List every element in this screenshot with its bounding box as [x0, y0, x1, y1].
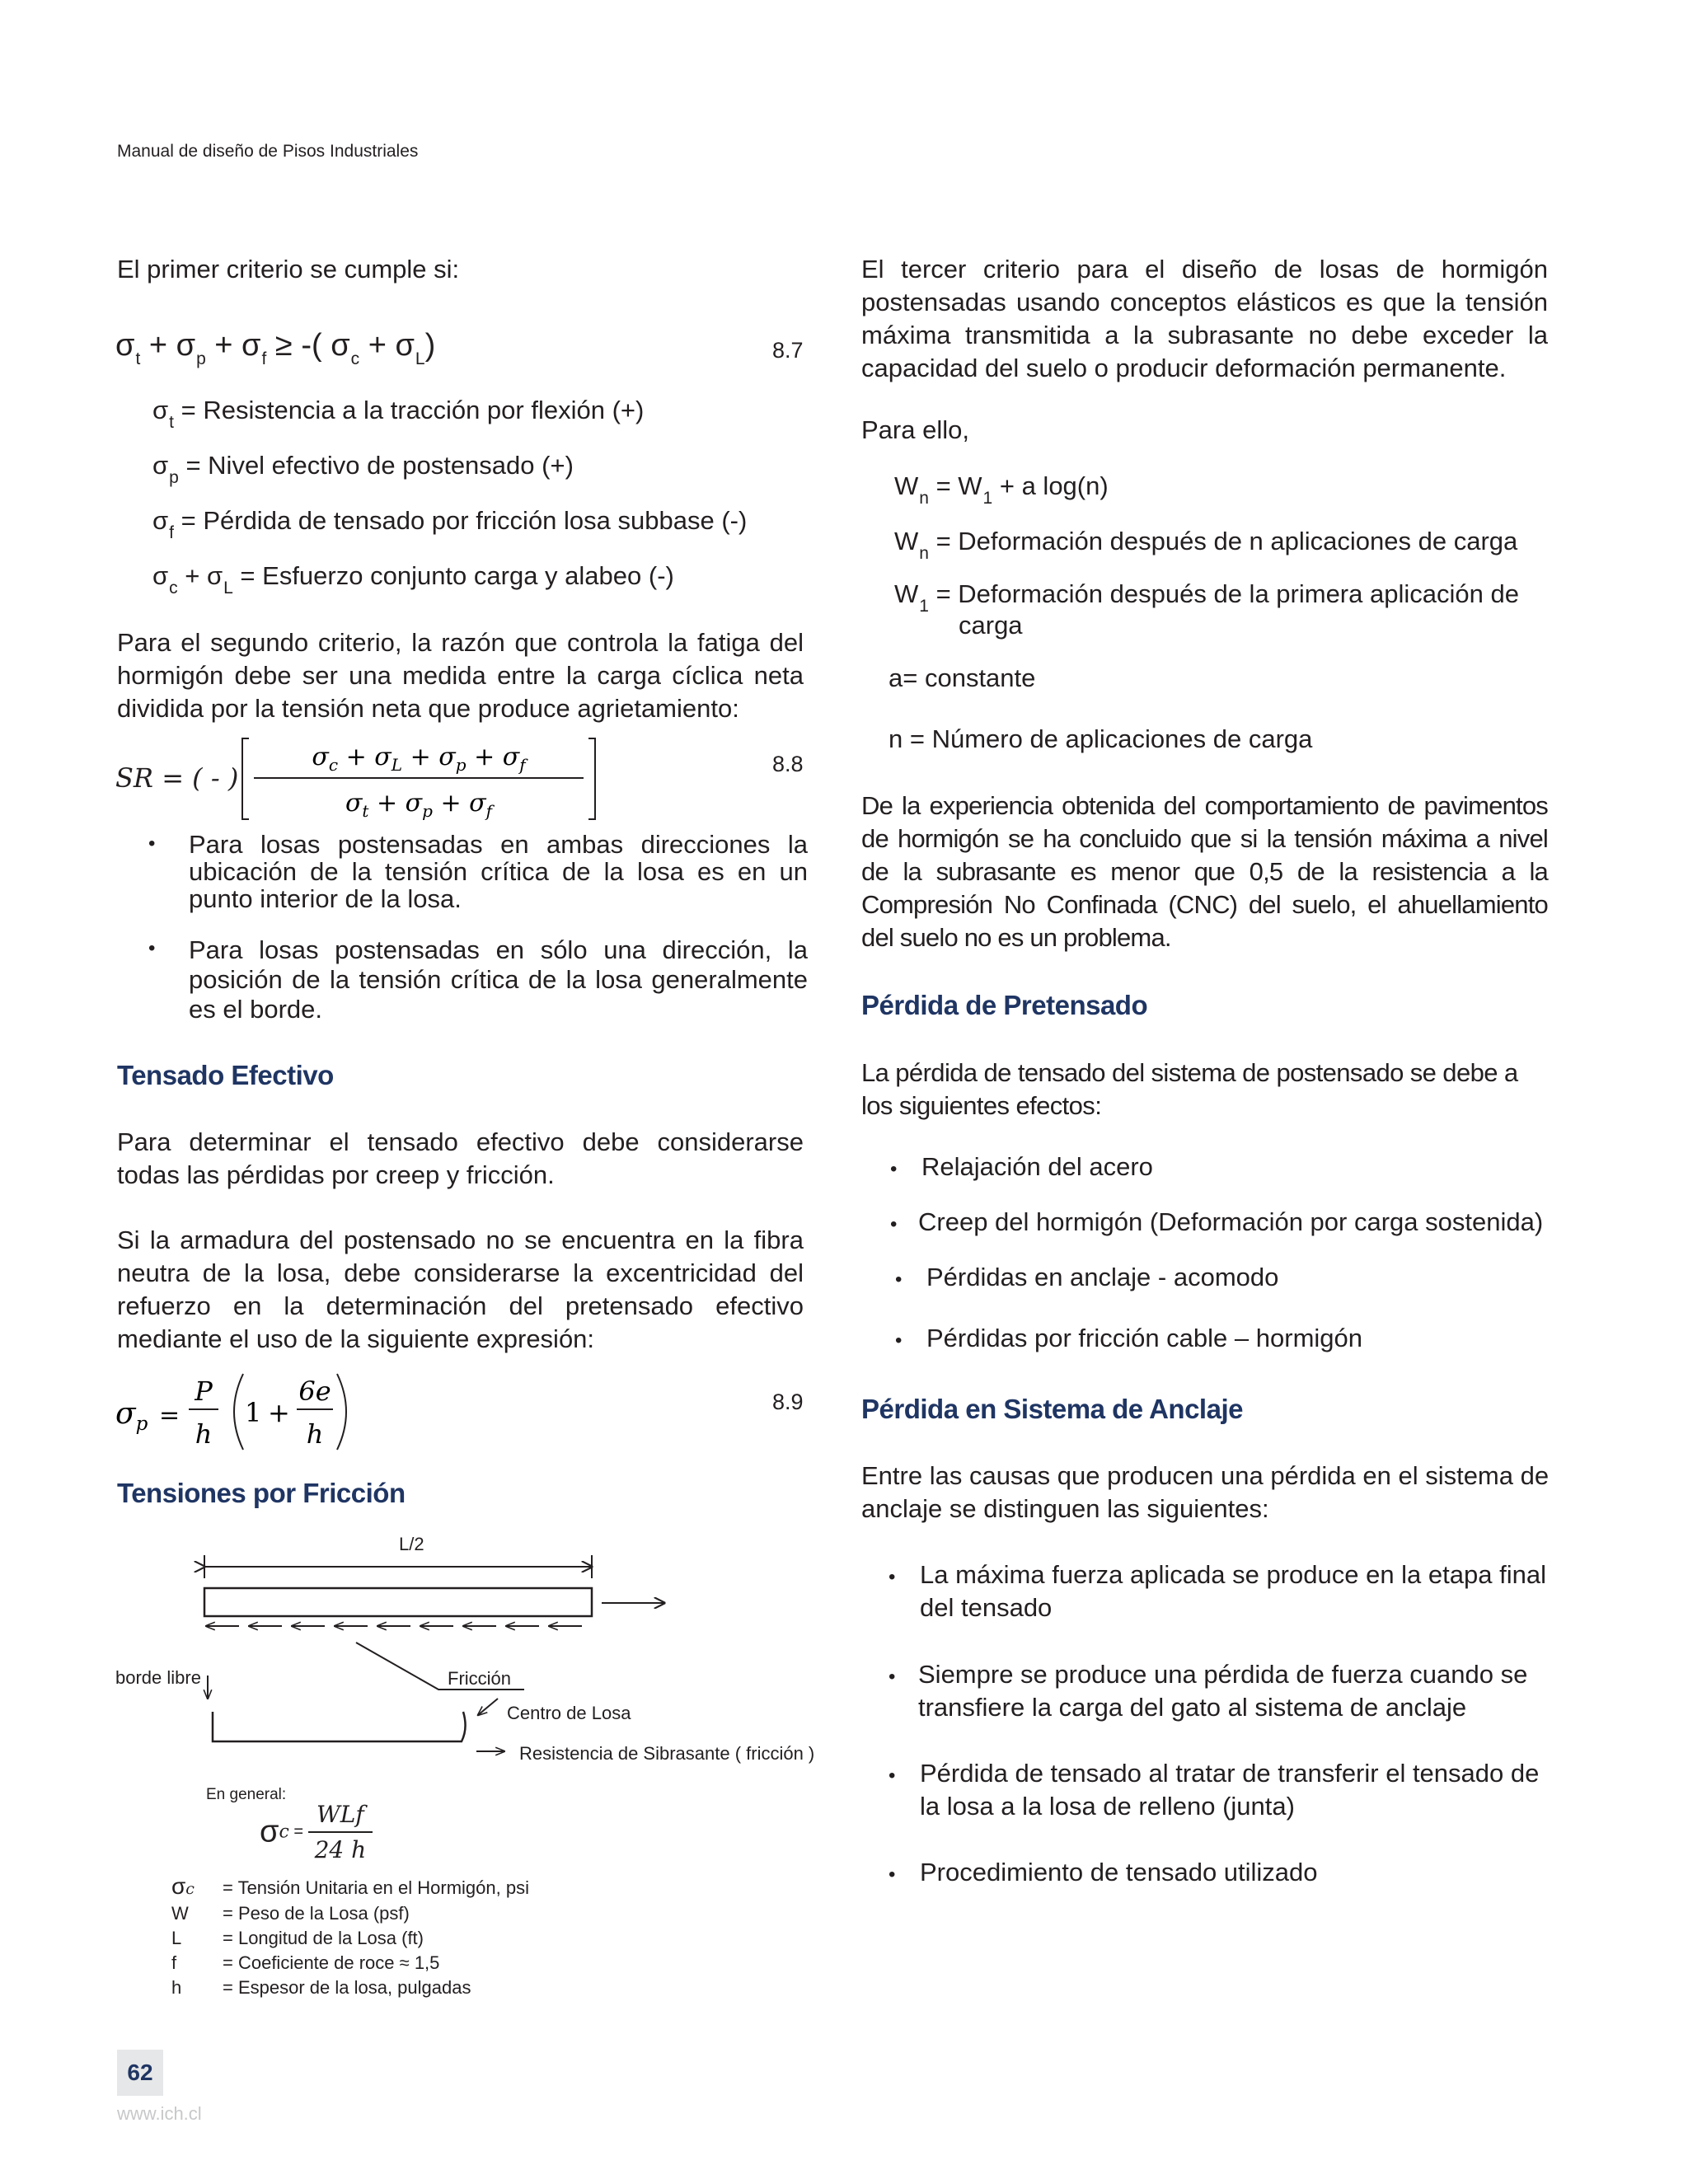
section-heading-perdida-anclaje: Pérdida en Sistema de Anclaje: [861, 1394, 1243, 1424]
label-en-general: En general:: [206, 1786, 287, 1803]
list-item: • Procedimiento de tensado utilizado: [889, 1856, 1548, 1905]
svg-text:+: +: [268, 1397, 290, 1428]
sr-fraction: [239, 733, 610, 824]
paragraph-tensado: Para determinar el tensado efectivo debe considerarse todas las pérdidas por creep y fricción.: [117, 1127, 804, 1189]
section-heading-tensiones-friccion: Tensiones por Fricción: [117, 1478, 406, 1508]
definition-text: carga: [959, 611, 1023, 640]
equation-number: 8.8: [772, 752, 804, 776]
legend-text: = Espesor de la losa, pulgadas: [223, 1977, 471, 1998]
label-friccion: Fricción: [448, 1668, 512, 1689]
svg-text:σt + σp + σf: $\sigma_t + \sigma_p + \sigma_f$: [345, 789, 493, 821]
list-item: • La máxima fuerza aplicada se produce en la etapa final del tensado: [889, 1558, 1548, 1658]
list-item-text: La máxima fuerza aplicada se produce en la etapa final del tensado: [920, 1560, 1546, 1622]
legend-text: = Coeficiente de roce ≈ 1,5: [223, 1952, 440, 1973]
section-heading-perdida-pretensado: Pérdida de Pretensado: [861, 990, 1148, 1020]
list-item: • Para losas postensadas en ambas direcciones la ubicación de la tensión crítica de la losa es en un punto interior de la losa.: [148, 830, 808, 913]
svg-text:P: P: [195, 1376, 213, 1407]
list-item: • Siempre se produce una pérdida de fuerza cuando se transfiere la carga del gato al sistema de anclaje: [889, 1658, 1548, 1757]
svg-text:=: =: [159, 1401, 181, 1430]
section-heading-tensado-efectivo: Tensado Efectivo: [117, 1060, 334, 1090]
footer-url: www.ich.cl: [117, 2103, 202, 2124]
list-item-text: Pérdidas en anclaje - acomodo: [926, 1263, 1279, 1291]
legend-symbol: f: [171, 1952, 177, 1973]
paragraph-perdida: La pérdida de tensado del sistema de postensado se debe a los siguientes efectos:: [861, 1058, 1518, 1120]
list-item-text: Creep del hormigón (Deformación por carga sostenida): [918, 1207, 1544, 1236]
label-borde-libre: borde libre: [115, 1667, 201, 1688]
list-item: • Relajación del acero: [890, 1151, 1566, 1206]
svg-text:σc + σL + σp + σf: $\sigma_c + \sigma_L + \sigma_p + \sigma_f$: [312, 743, 526, 775]
definition-text: = Deformación después de la primera aplicación de: [935, 579, 1519, 608]
equation-number: 8.9: [772, 1390, 804, 1414]
legend-row: σc = Tensión Unitaria en el Hormigón, psi: [171, 1873, 529, 1899]
list-item-text: Relajación del acero: [921, 1152, 1153, 1181]
legend-text: = Peso de la Losa (psf): [223, 1903, 410, 1924]
paragraph-experiencia: De la experiencia obtenida del comportamiento de pavimentos de hormigón se ha concluido que si la tensión máxima a nivel de la subrasante es menor que 0,5 de la resistencia a la Compresión No Confinada (CNC) del suelo, el ahuellamiento del suelo no es un problema.: [861, 791, 1548, 952]
list-item-text: Para losas postensadas en sólo una dirección, la posición de la tensión crítica de la losa generalmente es el borde.: [189, 935, 808, 1024]
friction-diagram: [107, 1529, 832, 1760]
svg-text:h: h: [306, 1418, 324, 1450]
legend-symbol: W: [171, 1903, 189, 1924]
paragraph-third-criterion: El tercer criterio para el diseño de losas de hormigón postensadas usando conceptos elásticos es que la tensión máxima transmitida a la subrasante no debe exceder la capacidad del suelo o producir deformación permanente.: [861, 255, 1548, 382]
label-centro-losa: Centro de Losa: [507, 1703, 631, 1723]
paragraph-armadura: Si la armadura del postensado no se encuentra en la fibra neutra de la losa, debe considerarse la excentricidad del refuerzo en la determinación del pretensado efectivo mediante el uso de la siguiente expresión:: [117, 1226, 804, 1353]
para-ello: Para ello,: [861, 415, 969, 444]
legend-row: [171, 1975, 529, 2000]
definition-text: = Nivel efectivo de postensado (+): [185, 451, 574, 480]
running-header: Manual de diseño de Pisos Industriales: [117, 142, 419, 161]
a-definition: a= constante: [889, 663, 1036, 692]
svg-text:h: h: [195, 1418, 213, 1450]
friction-formula: σc = $\frac{\text{WLf}}{24 h}$: [260, 1801, 373, 1863]
label-l2: L/2: [399, 1534, 424, 1554]
list-item-text: Pérdidas por fricción cable – hormigón: [926, 1324, 1362, 1352]
definition-text: = Resistencia a la tracción por flexión (+): [181, 396, 645, 424]
equation-number: 8.7: [772, 338, 804, 363]
list-item: • Pérdidas en anclaje - acomodo: [890, 1261, 1566, 1322]
paragraph-second-criterion: Para el segundo criterio, la razón que controla la fatiga del hormigón debe ser una medida entre la carga cíclica neta dividida por la tensión neta que produce agrietamiento:: [117, 628, 804, 723]
legend-row: [171, 1951, 529, 1975]
legend-symbol: L: [171, 1928, 182, 1948]
legend-text: = Tensión Unitaria en el Hormigón, psi: [223, 1877, 529, 1898]
sign-term: ( - ): [192, 762, 239, 794]
definition-row: $\sigma_f$ = Pérdida de tensado por fricción losa subbase (-): [152, 506, 748, 542]
bullet-list-efectos: [890, 1151, 1566, 1377]
equation-8-7: $\sigma_t + \sigma_p + \sigma_f$ ≥ -( $\sigma_c + \sigma_L$): [115, 328, 436, 368]
list-item-text: Pérdida de tensado al tratar de transferir el tensado de la losa a la losa de relleno (junta): [920, 1759, 1540, 1821]
formula-denominator: 24 h: [314, 1836, 367, 1863]
legend-symbol: σ: [171, 1873, 186, 1899]
bullet-list: [148, 831, 808, 1024]
svg-text:σp: $\sigma_p$: [115, 1397, 148, 1435]
definition-row: $\sigma_p$ = Nivel efectivo de postensado (+): [152, 451, 574, 487]
n-definition: n = Número de aplicaciones de carga: [889, 724, 1313, 753]
label-resistencia: Resistencia de Sibrasante ( fricción ): [519, 1743, 815, 1764]
wn-definition: $W_n$ = Deformación después de n aplicaciones de carga: [894, 527, 1518, 563]
list-item: • Pérdida de tensado al tratar de transferir el tensado de la losa a la losa de relleno (junta): [889, 1757, 1548, 1856]
definition-text: = Esfuerzo conjunto carga y alabeo (-): [240, 561, 674, 590]
list-item: • Creep del hormigón (Deformación por carga sostenida): [890, 1206, 1566, 1261]
list-item-text: Procedimiento de tensado utilizado: [920, 1858, 1318, 1886]
list-item-text: Siempre se produce una pérdida de fuerza cuando se transfiere la carga del gato al sistema de anclaje: [918, 1660, 1528, 1722]
formula-numerator: WLf: [308, 1801, 373, 1833]
legend-row: [171, 1926, 529, 1951]
definition-row: $\sigma_c + \sigma_L$ = Esfuerzo conjunto carga y alabeo (-): [152, 561, 674, 598]
list-item-text: Para losas postensadas en ambas direcciones la ubicación de la tensión crítica de la losa es en un punto interior de la losa.: [189, 830, 808, 913]
sr-symbol: SR: [115, 762, 154, 794]
w1-definition: $W_1$ = Deformación después de la primera aplicación de carga: [894, 579, 1519, 640]
svg-text:1: 1: [245, 1397, 262, 1428]
symbol-legend: [171, 1874, 529, 2000]
legend-text: = Longitud de la Losa (ft): [223, 1928, 424, 1948]
bullet-list-causas: [889, 1558, 1548, 1905]
page-number: 62: [117, 2050, 163, 2096]
legend-symbol: h: [171, 1977, 182, 1998]
equation-8-9: [111, 1364, 383, 1463]
list-item: • Para losas postensadas en sólo una dirección, la posición de la tensión crítica de la losa generalmente es el borde.: [148, 935, 808, 1024]
wn-equation: $W_n = W_1 + a$ log(n): [894, 471, 1109, 508]
definition-row: $\sigma_t$ = Resistencia a la tracción por flexión (+): [152, 396, 645, 432]
definition-text: = Deformación después de n aplicaciones de carga: [935, 527, 1518, 555]
svg-text:6e: 6e: [298, 1376, 331, 1407]
legend-row: [171, 1901, 529, 1926]
paragraph-anclaje: Entre las causas que producen una pérdida en el sistema de anclaje se distinguen las siguientes:: [861, 1461, 1550, 1523]
intro-text: El primer criterio se cumple si:: [117, 255, 460, 284]
definition-text: = Pérdida de tensado por fricción losa subbase (-): [181, 506, 748, 535]
list-item: • Pérdidas por fricción cable – hormigón: [890, 1322, 1566, 1377]
wn-equation-rest: + a log(n): [999, 471, 1109, 500]
